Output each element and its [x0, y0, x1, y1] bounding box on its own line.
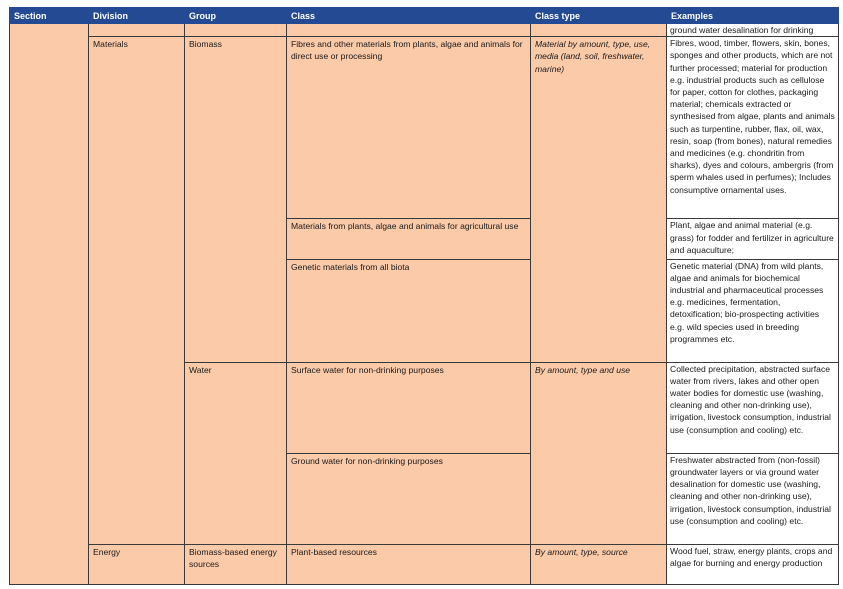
class-cell: Materials from plants, algae and animals for agricultural use [287, 219, 531, 259]
class-type-cell [531, 24, 667, 37]
class-type-cell: By amount, type and use [531, 362, 667, 544]
section-cell [10, 24, 89, 585]
examples-cell: Plant, algae and animal material (e.g. grass) for fodder and fertilizer in agriculture and aquaculture; [667, 219, 839, 259]
examples-cell: Freshwater abstracted from (non-fossil) groundwater layers or via ground water desalination for domestic use (washing, cleaning and other non-drinking use), irrigation, livestock consumption, industrial use (consumption and cooling) etc. [667, 453, 839, 544]
class-cell: Genetic materials from all biota [287, 259, 531, 362]
examples-cell: Collected precipitation, abstracted surface water from rivers, lakes and other open water bodies for domestic use (washing, cleaning and other non-drinking use), irrigation, livestock consumption, industrial use (consumption and cooling) etc. [667, 362, 839, 453]
class-type-cell: Material by amount, type, use, media (land, soil, freshwater, marine) [531, 37, 667, 362]
division-cell: Materials [89, 37, 185, 545]
header-class: Class [287, 8, 531, 24]
header-group: Group [185, 8, 287, 24]
class-type-cell: By amount, type, source [531, 544, 667, 584]
class-cell: Fibres and other materials from plants, algae and animals for direct use or processing [287, 37, 531, 219]
table-row [10, 544, 839, 584]
table-body [10, 24, 839, 585]
group-cell: Water [185, 362, 287, 544]
group-cell [185, 24, 287, 37]
division-cell [89, 24, 185, 37]
class-cell: Ground water for non-drinking purposes [287, 453, 531, 544]
examples-cell: Fibres, wood, timber, flowers, skin, bones, sponges and other products, which are not further processed; material for production e.g. industrial products such as cellulose for paper, cotton for clothes, packaging material; chemicals extracted or synthesised from algae, plants and animals such as turpentine, rubber, flax, oil, wax, resin, soap (from bones), natural remedies and medicines (e.g. chondritin from sharks), dyes and colours, ambergris (from sperm whales used in perfumes); Includes consumptive ornamental uses. [667, 37, 839, 219]
group-cell: Biomass-based energy sources [185, 544, 287, 584]
table-row [10, 37, 839, 219]
cices-classification-table [9, 7, 839, 585]
header-section: Section [10, 8, 89, 24]
header-division: Division [89, 8, 185, 24]
group-cell: Biomass [185, 37, 287, 362]
header-row [10, 8, 839, 24]
class-cell: Plant-based resources [287, 544, 531, 584]
examples-cell: ground water desalination for drinking [667, 24, 839, 37]
class-cell [287, 24, 531, 37]
examples-cell: Genetic material (DNA) from wild plants, algae and animals for biochemical industrial and pharmaceutical processes e.g. medicines, fermentation, detoxification; bio-prospecting activities e.g. wild species used in breeding programmes etc. [667, 259, 839, 362]
table-row [10, 24, 839, 37]
table-header [10, 8, 839, 24]
header-examples: Examples [667, 8, 839, 24]
class-cell: Surface water for non-drinking purposes [287, 362, 531, 453]
examples-cell: Wood fuel, straw, energy plants, crops and algae for burning and energy production [667, 544, 839, 584]
division-cell: Energy [89, 544, 185, 584]
header-class-type: Class type [531, 8, 667, 24]
